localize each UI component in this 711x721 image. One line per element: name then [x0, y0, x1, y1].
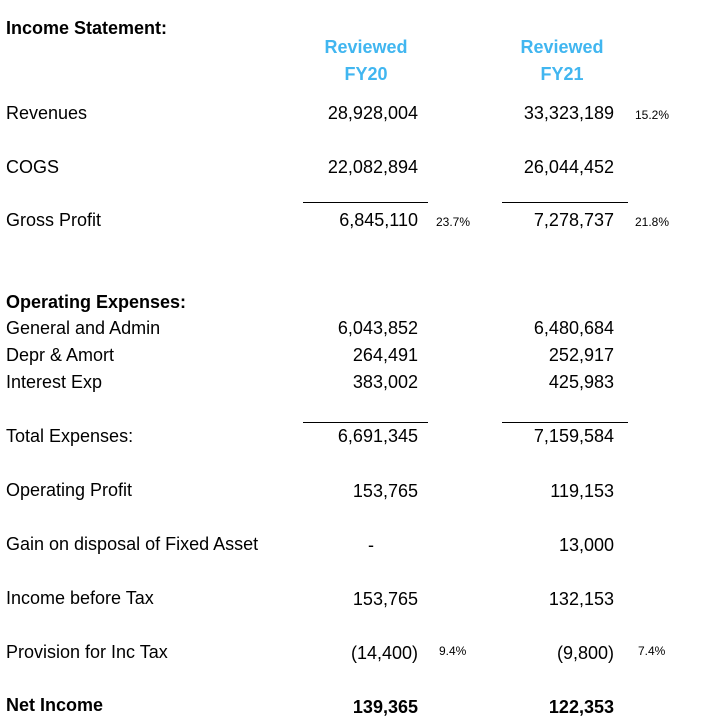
value-cogs-fy20: 22,082,894 — [327, 157, 418, 177]
pct-gross-profit-fy20: 23.7% — [436, 215, 471, 229]
row-label-interest-exp: Interest Exp — [6, 372, 103, 392]
column-header-fy21-line1: Reviewed — [520, 37, 604, 57]
column-header-fy20-line2: FY20 — [344, 64, 388, 84]
pct-provision-tax-fy20: 9.4% — [439, 644, 467, 658]
value-gain-disposal-fy21: 13,000 — [558, 535, 614, 555]
value-total-expenses-fy20: 6,691,345 — [337, 426, 418, 446]
value-income-before-tax-fy21: 132,153 — [548, 589, 614, 609]
row-label-income-before-tax: Income before Tax — [6, 588, 154, 608]
column-header-fy20-line1: Reviewed — [324, 37, 408, 57]
value-cogs-fy21: 26,044,452 — [523, 157, 614, 177]
row-label-total-expenses: Total Expenses: — [6, 426, 134, 446]
value-gross-profit-fy21: 7,278,737 — [533, 210, 614, 230]
value-income-before-tax-fy20: 153,765 — [352, 589, 418, 609]
value-operating-profit-fy20: 153,765 — [352, 481, 418, 501]
value-general-admin-fy20: 6,043,852 — [337, 318, 418, 338]
row-label-gain-disposal: Gain on disposal of Fixed Asset — [6, 534, 259, 554]
value-interest-exp-fy20: 383,002 — [352, 372, 418, 392]
pct-provision-tax-fy21: 7.4% — [638, 644, 666, 658]
column-header-fy21-line2: FY21 — [540, 64, 584, 84]
statement-title: Income Statement: — [6, 18, 168, 38]
row-label-provision-tax: Provision for Inc Tax — [6, 642, 168, 662]
value-gross-profit-fy20: 6,845,110 — [339, 210, 418, 230]
value-operating-profit-fy21: 119,153 — [550, 481, 614, 501]
section-header-operating-expenses: Operating Expenses: — [6, 292, 187, 312]
pct-revenues-fy21: 15.2% — [635, 108, 670, 122]
value-provision-tax-fy20: (14,400) — [350, 643, 418, 663]
row-label-depr-amort: Depr & Amort — [6, 345, 115, 365]
row-label-revenues: Revenues — [6, 103, 88, 123]
pct-gross-profit-fy21: 21.8% — [635, 215, 670, 229]
value-revenues-fy21: 33,323,189 — [523, 103, 614, 123]
value-depr-amort-fy20: 264,491 — [352, 345, 418, 365]
value-net-income-fy21: 122,353 — [548, 697, 614, 717]
value-provision-tax-fy21: (9,800) — [556, 643, 614, 663]
subtotal-rule-fy21 — [502, 202, 628, 203]
total-rule-fy20 — [303, 422, 428, 423]
value-depr-amort-fy21: 252,917 — [548, 345, 614, 365]
row-label-operating-profit: Operating Profit — [6, 480, 133, 500]
value-gain-disposal-fy20: - — [368, 535, 374, 555]
total-rule-fy21 — [502, 422, 628, 423]
subtotal-rule-fy20 — [303, 202, 428, 203]
value-revenues-fy20: 28,928,004 — [327, 103, 418, 123]
value-net-income-fy20: 139,365 — [352, 697, 418, 717]
row-label-gross-profit: Gross Profit — [6, 210, 102, 230]
value-interest-exp-fy21: 425,983 — [548, 372, 614, 392]
row-label-net-income: Net Income — [6, 695, 104, 715]
row-label-general-admin: General and Admin — [6, 318, 161, 338]
value-total-expenses-fy21: 7,159,584 — [533, 426, 614, 446]
value-general-admin-fy21: 6,480,684 — [533, 318, 614, 338]
row-label-cogs: COGS — [6, 157, 60, 177]
